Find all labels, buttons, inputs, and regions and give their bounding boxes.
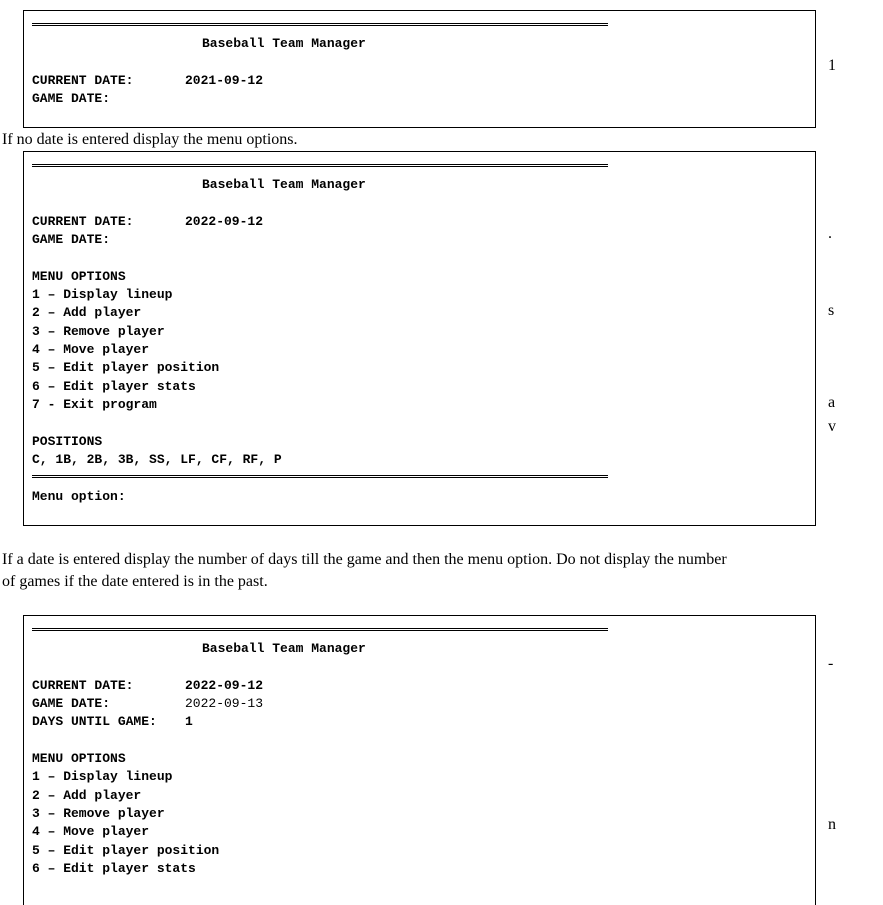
current-date-label: CURRENT DATE: <box>32 73 134 88</box>
game-date-label: GAME DATE: <box>32 696 111 711</box>
menu-item-move-player: 4 – Move player <box>32 342 150 357</box>
separator-rule <box>32 475 608 478</box>
menu-item-edit-position: 5 – Edit player position <box>32 843 220 858</box>
app-title: Baseball Team Manager <box>202 177 366 192</box>
menu-item-remove-player: 3 – Remove player <box>32 806 165 821</box>
game-date-label: GAME DATE: <box>32 91 111 106</box>
margin-fragment: v <box>828 418 836 435</box>
menu-item-remove-player: 3 – Remove player <box>32 324 165 339</box>
separator-rule <box>32 23 608 26</box>
app-title: Baseball Team Manager <box>202 36 366 51</box>
margin-fragment: - <box>828 655 834 672</box>
margin-fragment: n <box>828 816 836 833</box>
days-until-label: DAYS UNTIL GAME: <box>32 714 157 729</box>
margin-fragment: a <box>828 394 836 411</box>
instruction-text-2-line-1: If a date is entered display the number of days till the game and then the menu option. Do not display the number <box>2 551 727 568</box>
instruction-text-1: If no date is entered display the menu options. <box>2 131 298 148</box>
days-until-value: 1 <box>185 714 193 729</box>
positions-heading: POSITIONS <box>32 434 103 449</box>
menu-item-edit-position: 5 – Edit player position <box>32 360 220 375</box>
current-date-value: 2022-09-12 <box>185 678 264 693</box>
menu-item-exit: 7 - Exit program <box>32 397 157 412</box>
menu-item-edit-stats: 6 – Edit player stats <box>32 861 196 876</box>
menu-heading: MENU OPTIONS <box>32 751 126 766</box>
menu-heading: MENU OPTIONS <box>32 269 126 284</box>
menu-item-add-player: 2 – Add player <box>32 305 142 320</box>
current-date-value: 2022-09-12 <box>185 214 264 229</box>
current-date-value: 2021-09-12 <box>185 73 264 88</box>
menu-item-move-player: 4 – Move player <box>32 824 150 839</box>
menu-item-display-lineup: 1 – Display lineup <box>32 287 173 302</box>
console-panel-3 <box>23 615 816 905</box>
game-date-input-value: 2022-09-13 <box>185 696 264 711</box>
game-date-label: GAME DATE: <box>32 232 111 247</box>
console-panel-1 <box>23 10 816 128</box>
separator-rule <box>32 628 608 631</box>
menu-item-display-lineup: 1 – Display lineup <box>32 769 173 784</box>
console-panel-2 <box>23 151 816 526</box>
menu-option-prompt: Menu option: <box>32 489 126 504</box>
margin-fragment: s <box>828 302 835 319</box>
menu-item-edit-stats: 6 – Edit player stats <box>32 379 196 394</box>
margin-fragment: 1 <box>828 57 836 74</box>
game-date-value <box>185 695 263 713</box>
current-date-label: CURRENT DATE: <box>32 214 134 229</box>
margin-fragment: . <box>828 225 832 242</box>
separator-rule <box>32 164 608 167</box>
instruction-text-2-line-2: of games if the date entered is in the past. <box>2 573 268 590</box>
positions-list: C, 1B, 2B, 3B, SS, LF, CF, RF, P <box>32 452 282 467</box>
current-date-label: CURRENT DATE: <box>32 678 134 693</box>
app-title: Baseball Team Manager <box>202 641 366 656</box>
menu-item-add-player: 2 – Add player <box>32 788 142 803</box>
